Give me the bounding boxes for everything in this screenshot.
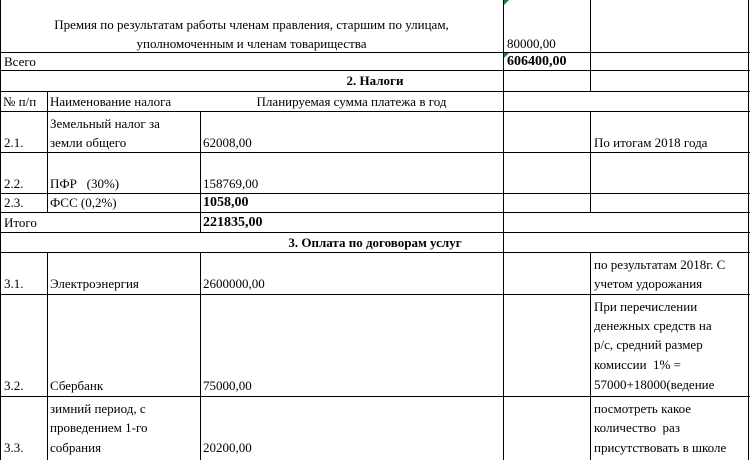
row-amount: 75000,00: [203, 378, 252, 393]
row-name-line1: зимний период, с: [50, 401, 146, 416]
grid-line: [0, 111, 750, 112]
row-amount: 20200,00: [203, 440, 252, 455]
row-name-line2: земли общего: [50, 135, 127, 150]
row-name-line3: собрания: [50, 440, 102, 455]
premium-name-line1: Премия по результатам работы членам правления, старшим по улицам,: [54, 17, 449, 32]
grid-line: [590, 252, 591, 460]
total-amount: 221835,00: [203, 215, 263, 230]
header-tax-name: Наименование налога: [50, 94, 172, 109]
row-name-line2: проведением 1-го: [50, 420, 148, 435]
total-label: Всего: [4, 54, 36, 69]
row-note-line2: денежных средств на: [594, 318, 712, 333]
section-3-title: 3. Оплата по договорам услуг: [288, 235, 462, 250]
premium-amount: 80000,00: [507, 36, 556, 51]
row-name: Сбербанк: [50, 378, 104, 393]
row-number: 3.2.: [4, 378, 24, 393]
row-name: ПФР (30%): [50, 176, 120, 191]
row-name: Электроэнергия: [50, 276, 139, 291]
header-number: № п/п: [3, 94, 37, 109]
row-note-line5: 57000+18000(ведение: [594, 377, 715, 392]
row-amount: 62008,00: [203, 135, 252, 150]
row-amount: 2600000,00: [203, 276, 265, 291]
grid-line: [47, 252, 48, 460]
row-number: 3.1.: [4, 276, 24, 291]
grid-line: [0, 294, 750, 295]
grid-line: [590, 111, 591, 212]
grid-line: [503, 252, 504, 460]
grid-line: [503, 91, 504, 111]
row-note-line3: р/с, средний размер: [594, 337, 703, 352]
row-note-line1: При перечислении: [594, 299, 698, 314]
row-note-line1: посмотреть какое: [594, 401, 692, 416]
grid-line: [0, 0, 1, 460]
row-number: 2.1.: [4, 135, 24, 150]
row-note-line4: комиссии 1% =: [594, 357, 681, 372]
total-amount: 606400,00: [507, 54, 567, 69]
grid-line: [748, 0, 749, 460]
row-amount: 158769,00: [203, 176, 259, 191]
row-number: 3.3.: [4, 440, 24, 455]
total-label: Итого: [4, 215, 37, 230]
premium-name-line2: уполномоченным и членам товарищества: [136, 36, 367, 51]
comment-marker-icon: [504, 0, 509, 5]
grid-line: [0, 212, 750, 213]
row-note-line1: по результатам 2018г. С: [594, 257, 726, 272]
grid-line: [0, 152, 750, 153]
grid-line: [200, 252, 201, 460]
row-number: 2.2.: [4, 176, 24, 191]
row-note-line2: количество раз: [594, 420, 680, 435]
grid-line: [503, 111, 504, 252]
row-name-line1: Земельный налог за: [50, 116, 160, 131]
row-amount: 1058,00: [203, 195, 249, 210]
header-planned-sum: Планируемая сумма платежа в год: [256, 94, 447, 109]
row-note-line2: учетом удорожания: [594, 276, 703, 291]
grid-line: [47, 91, 48, 212]
row-note: По итогам 2018 года: [594, 135, 708, 150]
grid-line: [200, 111, 201, 232]
grid-line: [0, 396, 750, 397]
section-2-title: 2. Налоги: [346, 73, 404, 88]
row-number: 2.3.: [4, 195, 24, 210]
row-note-line3: присутствовать в школе: [594, 440, 727, 455]
grid-line: [0, 252, 750, 253]
row-name: ФСС (0,2%): [50, 195, 117, 210]
